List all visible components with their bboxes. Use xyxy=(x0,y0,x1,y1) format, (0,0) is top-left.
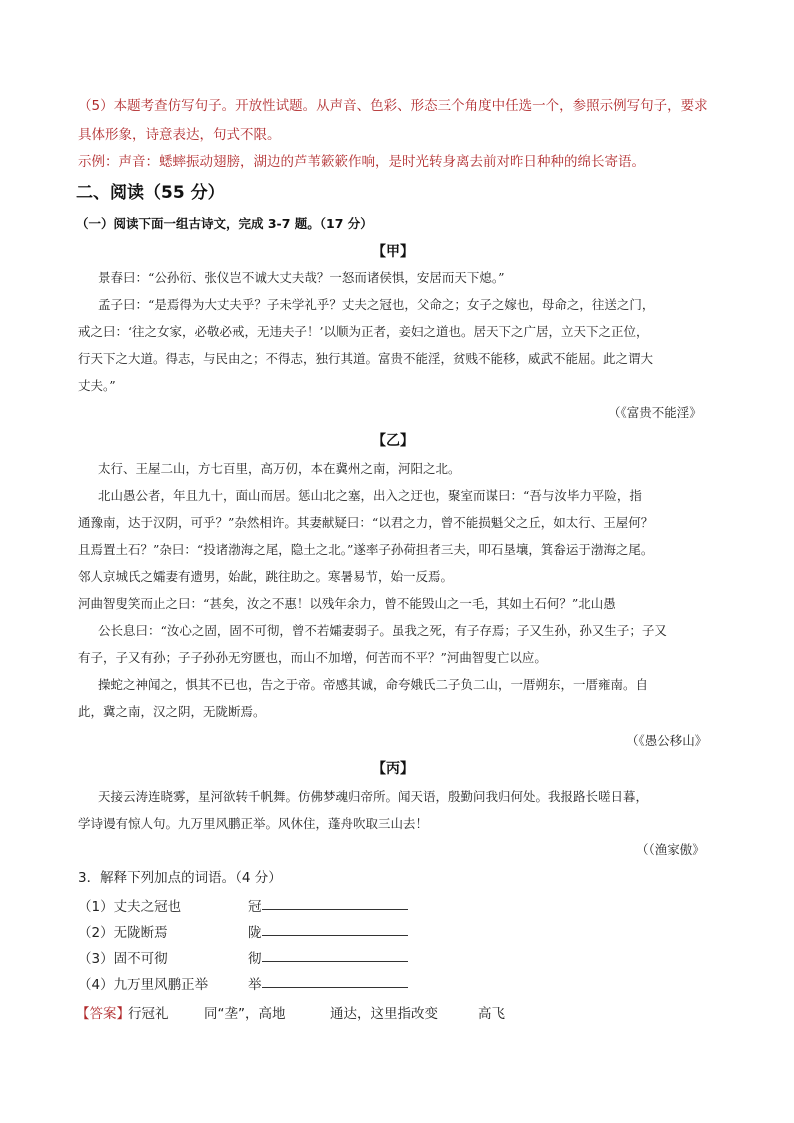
passage-yi-line: 通豫南，达于汉阴，可乎？”杂然相许。其妻献疑曰：“以君之力，曾不能损魁父之丘，如太行、王屋何？ xyxy=(78,515,654,530)
passage-bing-line: 天接云涛连晓雾，星河欲转千帆舞。仿佛梦魂归帝所。闻天语，殷勤问我归何处。我报路长嗟日暮， xyxy=(98,789,649,804)
q5-line-1: （5）本题考查仿写句子。开放性试题。从声音、色彩、形态三个角度中任选一个，参照示例写句子，要求 xyxy=(78,98,708,114)
passage-jia-line: 景春曰：“公孙衍、张仪岂不诚大丈夫哉？一怒而诸侯惧，安居而天下熄。” xyxy=(98,270,505,285)
q3-prompt: 3．解释下列加点的词语。（4 分） xyxy=(78,870,282,886)
passage-yi-line: 此，冀之南，汉之阴，无陇断焉。 xyxy=(78,704,266,719)
passage-bing-line: 学诗谩有惊人句。九万里风鹏正举。风休住，蓬舟吹取三山去！ xyxy=(78,816,429,831)
q3-answer: 同“垄”，高地 xyxy=(204,1006,286,1022)
passage-yi-title: 【乙】 xyxy=(372,433,414,449)
q3-answer-row xyxy=(76,1002,130,1022)
passage-yi-line: 操蛇之神闻之，惧其不已也，告之于帝。帝感其诚，命夸娥氏二子负二山，一厝朔东，一厝雍南。自 xyxy=(98,677,649,692)
passage-jia-title: 【甲】 xyxy=(372,244,414,260)
passage-jia-source: （《富贵不能淫》 xyxy=(608,405,702,420)
passage-yi-line: 北山愚公者，年且九十，面山而居。惩山北之塞，出入之迂也，聚室而谋曰：“吾与汝毕力平险，指 xyxy=(98,488,642,503)
q3-item-phrase: （3）固不可彻 xyxy=(78,951,168,967)
passage-jia-line: 戒之曰：‘往之女家，必敬必戒，无违夫子！’以顺为正者，妾妇之道也。居天下之广居，立天下之正位， xyxy=(78,324,649,339)
answer-label: 【答案】 xyxy=(76,1006,130,1022)
passage-yi-line: 有子，子又有孙；子子孙孙无穷匮也，而山不加增，何苦而不平？”河曲智叟亡以应。 xyxy=(78,650,547,665)
q3-answer-blank[interactable] xyxy=(262,921,408,936)
passage-bing-source: （（渔家傲》 xyxy=(636,842,705,857)
passage-yi-line: 公长息曰：“汝心之固，固不可彻，曾不若孀妻弱子。虽我之死，有子存焉；子又生孙，孙又生子；子又 xyxy=(98,623,667,638)
subsection-heading: （一）阅读下面一组古诗文，完成 3-7 题。（17 分） xyxy=(76,216,373,231)
passage-jia-line: 行天下之大道。得志，与民由之；不得志，独行其道。富贵不能淫，贫贱不能移，威武不能屈。此之谓大 xyxy=(78,351,654,366)
passage-jia-line: 孟子曰：“是焉得为大丈夫乎？子未学礼乎？丈夫之冠也，父命之；女子之嫁也，母命之，往送之门， xyxy=(98,297,655,312)
passage-bing-title: 【丙】 xyxy=(372,761,414,777)
q3-answer: 通达，这里指改变 xyxy=(330,1006,438,1022)
passage-yi-line: 太行、王屋二山，方七百里，高万仞，本在冀州之南，河阳之北。 xyxy=(98,461,461,476)
q3-item-phrase: （2）无陇断焉 xyxy=(78,925,168,941)
q3-item-char: 冠 xyxy=(248,899,262,915)
passage-yi-line: 河曲智叟笑而止之曰：“甚矣，汝之不惠！以残年余力，曾不能毁山之一毛，其如土石何？”北山愚 xyxy=(78,596,616,611)
passage-jia-line: 丈夫。” xyxy=(78,378,116,393)
q3-answer-blank[interactable] xyxy=(262,895,408,910)
q3-item-char: 举 xyxy=(248,977,262,993)
q3-item-char: 彻 xyxy=(248,951,262,967)
q3-answer: 高飞 xyxy=(478,1006,505,1022)
passage-yi-line: 邻人京城氏之孀妻有遗男，始龀，跳往助之。寒暑易节，始一反焉。 xyxy=(78,569,454,584)
q5-example-line: 示例：声音：蟋蟀振动翅膀，湖边的芦苇簌簌作响，是时光转身离去前对昨日种种的绵长寄语。 xyxy=(78,154,645,170)
passage-yi-source: （《愚公移山》 xyxy=(626,733,708,748)
q3-answer-blank[interactable] xyxy=(262,947,408,962)
q3-answer-blank[interactable] xyxy=(262,973,408,988)
q5-line-2: 具体形象，诗意表达，句式不限。 xyxy=(78,127,281,143)
q3-item-char: 陇 xyxy=(248,925,262,941)
q3-item-phrase: （1）丈夫之冠也 xyxy=(78,899,182,915)
section-heading: 二、阅读（55 分） xyxy=(76,183,225,203)
passage-yi-line: 且焉置土石？”杂曰：“投诸渤海之尾，隐土之北。”遂率子孙荷担者三夫，叩石垦壤，箕畚运于渤海之尾。 xyxy=(78,542,654,557)
q3-item-phrase: （4）九万里风鹏正举 xyxy=(78,977,209,993)
q3-answer: 行冠礼 xyxy=(128,1006,169,1022)
